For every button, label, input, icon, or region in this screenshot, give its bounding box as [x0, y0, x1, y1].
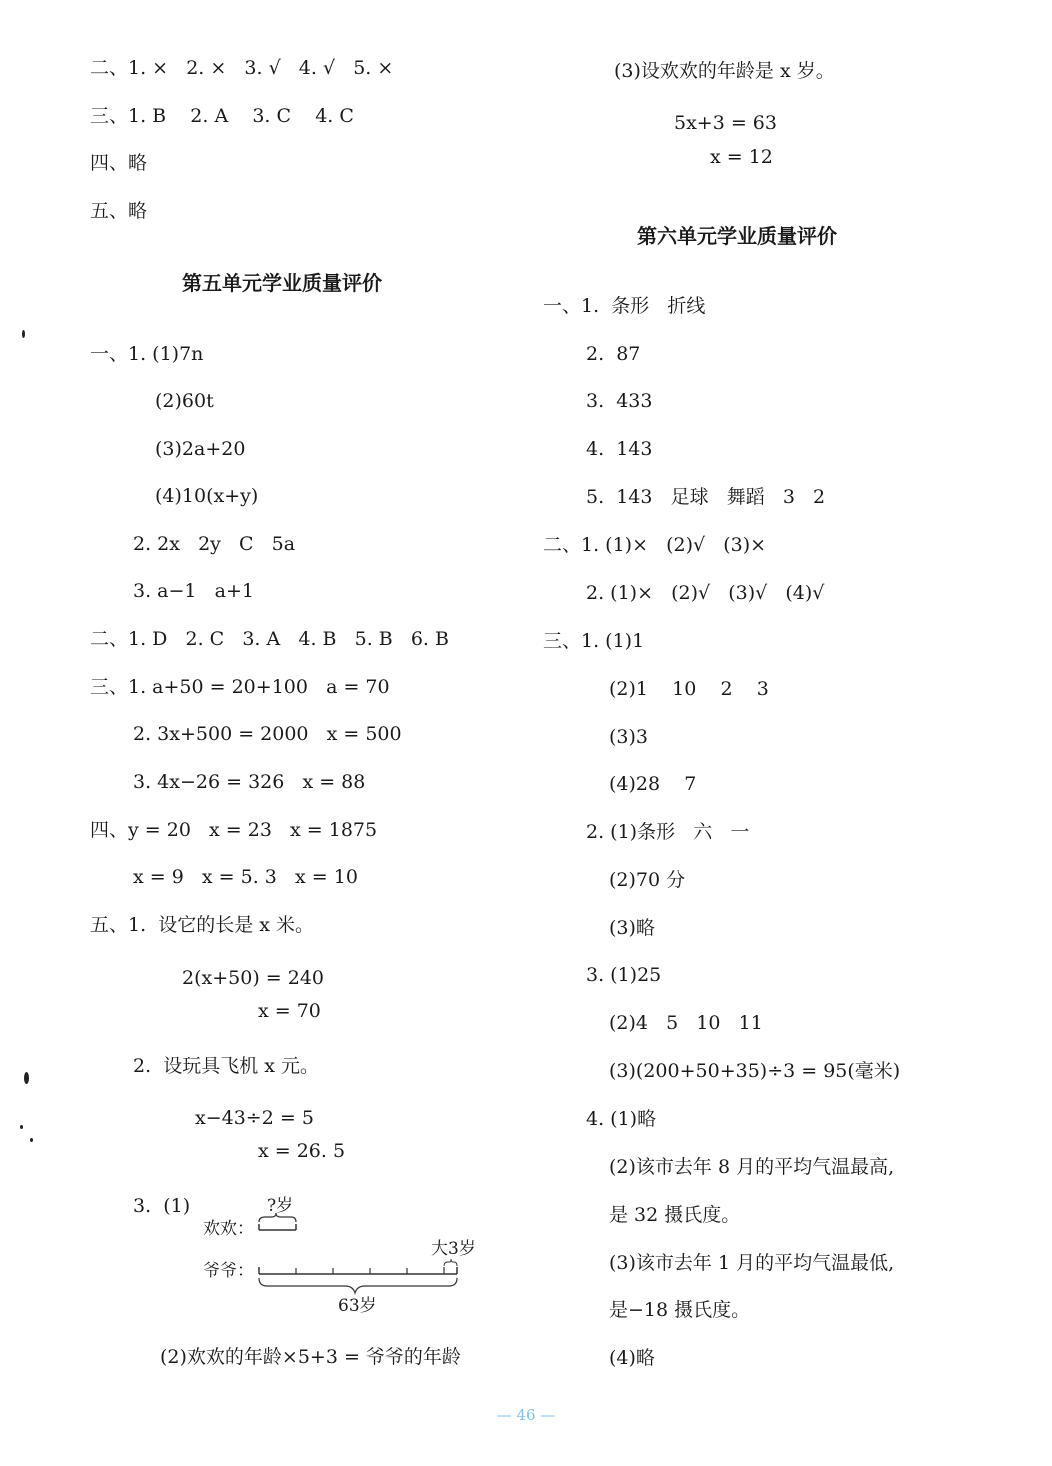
u6-s3-q3-p2: (2)4 5 10 11: [609, 1012, 763, 1034]
u5-s5-q3: 3. (1): [133, 1195, 191, 1217]
yeye-label: 爷爷：: [203, 1261, 254, 1281]
u5-s3-q1: 三、1. a+50 = 20+100 a = 70: [90, 676, 390, 698]
u6-s1-q5: 5. 143 足球 舞蹈 3 2: [586, 486, 826, 508]
u6-s3-q1-p3: (3)3: [609, 726, 649, 748]
u6-s3-q2-p1: 2. (1)条形 六 一: [586, 821, 750, 843]
u6-s2-q1: 二、1. (1)× (2)√ (3)×: [543, 534, 767, 556]
u5-s4-row2: x = 9 x = 5. 3 x = 10: [133, 866, 358, 888]
u5-s5-q1: 五、1. 设它的长是 x 米。: [90, 914, 315, 936]
u5-s1-q1-p2: (2)60t: [155, 390, 214, 412]
u5-s1-q1-p1: 一、1. (1)7n: [90, 343, 204, 365]
page-number: — 46 —: [496, 1406, 556, 1424]
u5-s1-q1-p4: (4)10(x+y): [155, 485, 259, 507]
scan-speck: [30, 1138, 33, 1142]
answer-line-5: 五、略: [90, 200, 148, 222]
r-top-line-1: (3)设欢欢的年龄是 x 岁。: [614, 60, 835, 82]
u6-s3-q4-p3a: (3)该市去年 1 月的平均气温最低,: [609, 1252, 895, 1274]
u6-s3-q3-p3: (3)(200+50+35)÷3 = 95(毫米): [609, 1060, 901, 1082]
r-top-line-2: 5x+3 = 63: [674, 112, 777, 134]
u6-s3-q3-p1: 3. (1)25: [586, 964, 662, 986]
u6-s2-q2: 2. (1)× (2)√ (3)√ (4)√: [586, 582, 825, 604]
u6-s3-q4-p2a: (2)该市去年 8 月的平均气温最高,: [609, 1156, 895, 1178]
scan-speck: [20, 1125, 23, 1129]
u5-s5-q2-eq1: x−43÷2 = 5: [195, 1107, 314, 1129]
u5-s1-q2: 2. 2x 2y C 5a: [133, 533, 296, 555]
question-age-label: ?岁: [267, 1196, 294, 1216]
u6-s1-q4: 4. 143: [586, 438, 653, 460]
u5-s2: 二、1. D 2. C 3. A 4. B 5. B 6. B: [90, 628, 449, 650]
u6-s1-q2: 2. 87: [586, 343, 641, 365]
u5-s3-q3: 3. 4x−26 = 326 x = 88: [133, 771, 366, 793]
u6-s3-q4-p3b: 是−18 摄氏度。: [609, 1299, 751, 1321]
answer-line-3: 三、1. B 2. A 3. C 4. C: [90, 105, 354, 127]
u5-s5-q1-eq2: x = 70: [258, 1000, 321, 1022]
unit5-title: 第五单元学业质量评价: [182, 271, 382, 295]
u6-s3-q4-p1: 4. (1)略: [586, 1108, 657, 1130]
u5-s4-row1: 四、y = 20 x = 23 x = 1875: [90, 819, 378, 841]
u6-s3-q1-p1: 三、1. (1)1: [543, 630, 645, 652]
answer-line-4: 四、略: [90, 152, 148, 174]
u6-s3-q2-p2: (2)70 分: [609, 869, 686, 891]
extra-3-label: 大3岁: [431, 1239, 476, 1259]
age-diagram: [195, 1190, 495, 1320]
u6-s3-q1-p2: (2)1 10 2 3: [609, 678, 769, 700]
r-top-line-3: x = 12: [710, 146, 773, 168]
answer-line-2: 二、1. × 2. × 3. √ 4. √ 5. ×: [90, 57, 394, 79]
u6-s1-q1: 一、1. 条形 折线: [543, 295, 706, 317]
huanhuan-label: 欢欢：: [203, 1219, 254, 1239]
u6-s1-q3: 3. 433: [586, 390, 653, 412]
scan-speck: [22, 330, 25, 338]
u6-s3-q4-p4: (4)略: [609, 1347, 655, 1369]
unit6-title: 第六单元学业质量评价: [637, 224, 837, 248]
u6-s3-q2-p3: (3)略: [609, 917, 655, 939]
u5-s5-q1-eq1: 2(x+50) = 240: [182, 967, 324, 989]
u5-s1-q3: 3. a−1 a+1: [133, 580, 254, 602]
u5-s3-q2: 2. 3x+500 = 2000 x = 500: [133, 723, 402, 745]
u5-s5-q2: 2. 设玩具飞机 x 元。: [133, 1055, 320, 1077]
segment-lines: [195, 1190, 495, 1320]
u5-s5-q3-p2: (2)欢欢的年龄×5+3 = 爷爷的年龄: [160, 1346, 461, 1368]
u5-s1-q1-p3: (3)2a+20: [155, 438, 246, 460]
u6-s3-q4-p2b: 是 32 摄氏度。: [609, 1204, 741, 1226]
scan-speck: [24, 1072, 29, 1084]
u6-s3-q1-p4: (4)28 7: [609, 773, 697, 795]
u5-s5-q2-eq2: x = 26. 5: [258, 1140, 346, 1162]
total-63-label: 63岁: [338, 1296, 377, 1316]
